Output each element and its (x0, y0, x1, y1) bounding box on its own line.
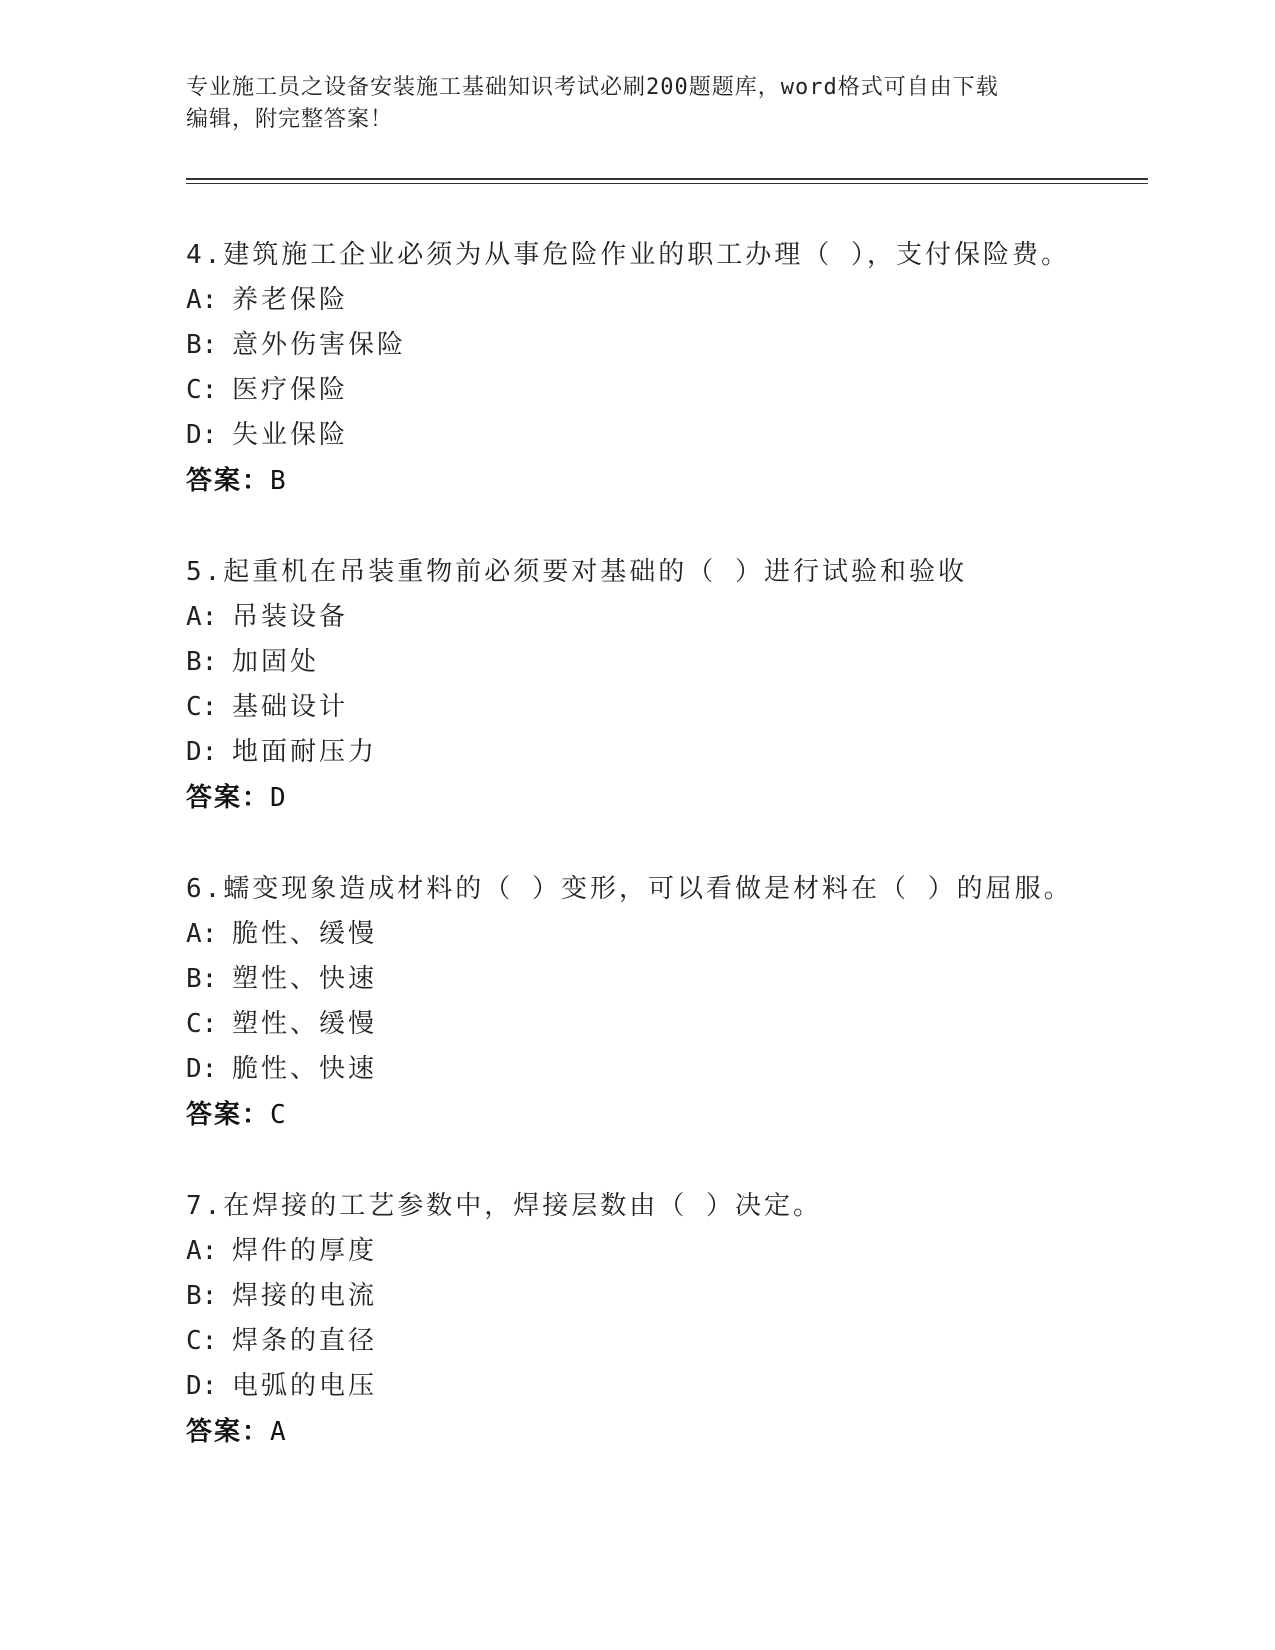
answer-label: 答案： (186, 1100, 271, 1130)
answer-label: 答案： (186, 783, 271, 813)
option-b (186, 1274, 1186, 1319)
option-a (186, 278, 1186, 323)
option-text: 焊条的直径 (232, 1326, 378, 1356)
option-text: 焊接的电流 (232, 1281, 378, 1311)
option-text: 失业保险 (232, 420, 349, 450)
option-text: 医疗保险 (232, 375, 349, 405)
answer-line (186, 1409, 1186, 1455)
answer-label: 答案： (186, 1417, 271, 1447)
option-text: 地面耐压力 (232, 737, 378, 767)
option-letter: A: (186, 602, 218, 632)
answer-value: C (270, 1100, 286, 1130)
option-d (186, 730, 1186, 775)
option-a (186, 595, 1186, 640)
question-block-5 (186, 549, 1186, 821)
answer-line (186, 458, 1186, 504)
answer-label: 答案： (186, 466, 271, 496)
header-divider-thin (186, 183, 1148, 184)
option-text: 脆性、快速 (232, 1054, 378, 1084)
option-b (186, 323, 1186, 368)
option-letter: B: (186, 647, 218, 677)
option-letter: D: (186, 737, 218, 767)
option-text: 塑性、缓慢 (232, 1009, 378, 1039)
option-a (186, 1229, 1186, 1274)
option-letter: A: (186, 285, 218, 315)
question-text: 6.蠕变现象造成材料的（ ）变形，可以看做是材料在（ ）的屈服。 (186, 874, 1073, 904)
header-line-1: 专业施工员之设备安装施工基础知识考试必刷200题题库，word格式可自由下载 (186, 75, 999, 100)
answer-value: A (270, 1417, 286, 1447)
header-divider-thick (186, 178, 1148, 180)
option-letter: B: (186, 330, 218, 360)
option-letter: A: (186, 919, 218, 949)
option-letter: D: (186, 1054, 218, 1084)
option-d (186, 413, 1186, 458)
option-c (186, 1319, 1186, 1364)
option-text: 塑性、快速 (232, 964, 378, 994)
question-block-6 (186, 866, 1186, 1138)
option-b (186, 957, 1186, 1002)
question-text: 5.起重机在吊装重物前必须要对基础的（ ）进行试验和验收 (186, 557, 967, 587)
option-letter: C: (186, 1009, 218, 1039)
option-letter: B: (186, 964, 218, 994)
option-c (186, 368, 1186, 413)
option-text: 基础设计 (232, 692, 349, 722)
answer-line (186, 775, 1186, 821)
option-letter: A: (186, 1236, 218, 1266)
option-text: 意外伤害保险 (232, 330, 407, 360)
option-letter: D: (186, 420, 218, 450)
option-letter: D: (186, 1371, 218, 1401)
option-letter: B: (186, 1281, 218, 1311)
option-text: 电弧的电压 (232, 1371, 378, 1401)
answer-value: D (270, 783, 286, 813)
answer-line (186, 1092, 1186, 1138)
option-a (186, 912, 1186, 957)
option-text: 养老保险 (232, 285, 349, 315)
option-text: 脆性、缓慢 (232, 919, 378, 949)
question-text: 7.在焊接的工艺参数中，焊接层数由（ ）决定。 (186, 1191, 822, 1221)
option-c (186, 1002, 1186, 1047)
option-text: 加固处 (232, 647, 320, 677)
option-c (186, 685, 1186, 730)
option-letter: C: (186, 1326, 218, 1356)
option-d (186, 1364, 1186, 1409)
question-block-4 (186, 232, 1186, 504)
option-text: 吊装设备 (232, 602, 349, 632)
option-d (186, 1047, 1186, 1092)
document-header (186, 72, 1086, 136)
question-block-7 (186, 1183, 1186, 1455)
header-line-2: 编辑，附完整答案！ (186, 107, 394, 132)
option-letter: C: (186, 375, 218, 405)
answer-value: B (270, 466, 286, 496)
option-b (186, 640, 1186, 685)
question-text: 4.建筑施工企业必须为从事危险作业的职工办理（ ），支付保险费。 (186, 240, 1070, 270)
option-letter: C: (186, 692, 218, 722)
option-text: 焊件的厚度 (232, 1236, 378, 1266)
